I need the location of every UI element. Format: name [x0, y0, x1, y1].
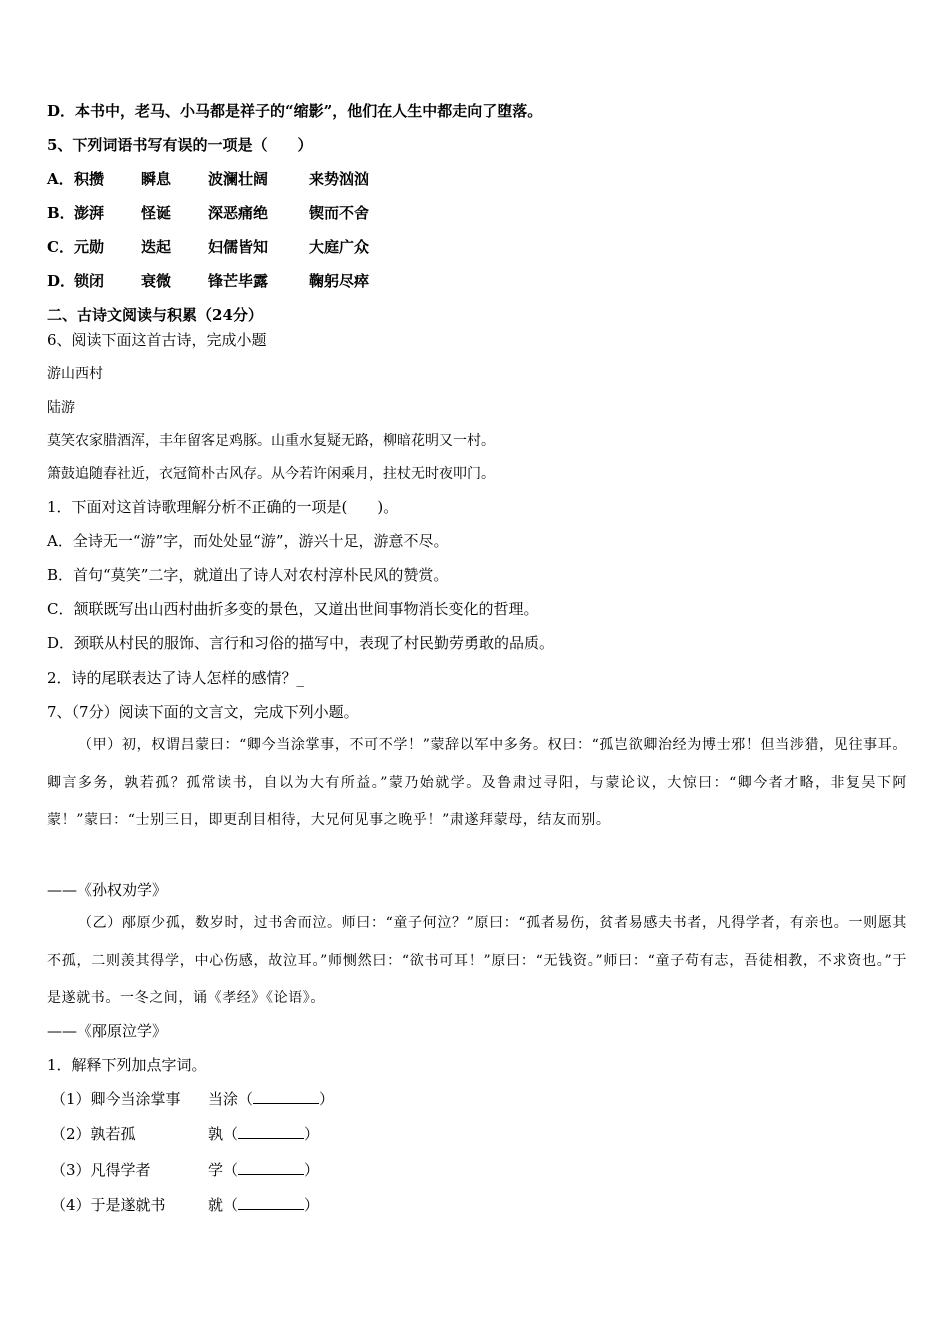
q5-stem: 5、下列词语书写有误的一项是（ ）: [47, 136, 313, 154]
option-word: 波澜壮阔: [208, 170, 269, 188]
vocab-word: 学: [208, 1161, 224, 1179]
q6-sub1-stem: 1．下面对这首诗歌理解分析不正确的一项是( )。: [47, 498, 399, 516]
vocab-sentence: （1）卿今当涂掌事: [51, 1090, 181, 1108]
vocab-row: （2）孰若孤 孰（ ）: [51, 1125, 320, 1143]
q6-stem: 6、阅读下面这首古诗，完成小题: [47, 331, 267, 349]
option-word: 迭起: [141, 238, 172, 256]
q6-sub1-option-d: D．颈联从村民的服饰、言行和习俗的描写中，表现了村民勤劳勇敢的品质。: [47, 634, 555, 652]
option-word: 锁闭: [74, 272, 105, 290]
vocab-row: （1）卿今当涂掌事 当涂（ ）: [51, 1090, 335, 1108]
option-word: 锲而不舍: [309, 204, 370, 222]
option-letter: B．: [47, 204, 75, 222]
poem-line: 莫笑农家腊酒浑，丰年留客足鸡豚。山重水复疑无路，柳暗花明又一村。: [47, 433, 495, 449]
vocab-word: 就: [208, 1196, 224, 1214]
option-word: 鞠躬尽瘁: [309, 272, 370, 290]
answer-blank[interactable]: [238, 1195, 304, 1210]
poem-line: 箫鼓追随春社近，衣冠简朴古风存。从今若许闲乘月，拄杖无时夜叩门。: [47, 466, 495, 482]
vocab-word: 孰: [208, 1125, 224, 1143]
q5-option-c: [47, 237, 369, 257]
option-word: 瞬息: [141, 170, 172, 188]
option-word: 元勋: [74, 238, 105, 256]
q6-sub1-option-a: A．全诗无一“游”字，而处处显“游”，游兴十足，游意不尽。: [47, 532, 449, 550]
answer-blank[interactable]: [238, 1124, 304, 1139]
q6-sub1-option-b: B．首句“莫笑”二字，就道出了诗人对农村淳朴民风的赞赏。: [47, 566, 449, 584]
passage-jia: （甲）初，权谓吕蒙曰：“卿今当涂掌事，不可不学！”蒙辞以军中多务。权曰：“孤岂欲卿治经为博士邪！但当涉猎，见往事耳。卿言多务，孰若孤？孤常读书，自以为大有所益。”蒙乃始就学。及鲁肃过寻阳，与蒙论议，大惊曰：“卿今者才略，非复吴下阿蒙！”蒙曰：“士别三日，即更刮目相待，大兄何见事之晚乎！”肃遂拜蒙母，结友而别。: [47, 737, 907, 828]
vocab-row: （3）凡得学者 学（ ）: [51, 1161, 320, 1179]
option-word: 深恶痛绝: [208, 204, 269, 222]
q4-option-d: D．本书中，老马、小马都是祥子的“缩影”，他们在人生中都走向了堕落。: [47, 102, 543, 120]
option-word: 怪诞: [141, 204, 172, 222]
option-word: 锋芒毕露: [208, 272, 269, 290]
option-word: 来势汹汹: [309, 170, 370, 188]
q5-option-d: [47, 271, 369, 291]
option-letter: A．: [47, 170, 74, 188]
q5-option-b: [47, 203, 369, 223]
q5-option-a: [47, 169, 369, 189]
answer-blank[interactable]: [253, 1089, 319, 1104]
source-yi: ——《邴原泣学》: [47, 1022, 168, 1040]
option-word: 积攒: [74, 170, 105, 188]
q6-sub2-stem: 2．诗的尾联表达了诗人怎样的感情？_: [47, 669, 305, 687]
vocab-row: （4）于是遂就书 就（ ）: [51, 1196, 320, 1214]
option-word: 澎湃: [74, 204, 105, 222]
section-title: 二、古诗文阅读与积累（24分）: [47, 306, 263, 324]
vocab-sentence: （3）凡得学者: [51, 1161, 151, 1179]
poem-author: 陆游: [47, 400, 75, 416]
option-letter: D．: [47, 272, 76, 290]
vocab-sentence: （2）孰若孤: [51, 1125, 136, 1143]
passage-yi: （乙）邴原少孤，数岁时，过书舍而泣。师曰：“童子何泣？”原曰：“孤者易伤，贫者易感夫书者，凡得学者，有亲也。一则愿其不孤，二则羡其得学，中心伤感，故泣耳。”师恻然曰：“欲书可耳！”原曰：“无钱资。”师曰：“童子苟有志，吾徒相教，不求资也。”于是遂就书。一冬之间，诵《孝经》《论语》。: [47, 915, 907, 1006]
poem-title: 游山西村: [47, 366, 103, 382]
option-word: 大庭广众: [309, 238, 370, 256]
option-letter: C．: [47, 238, 74, 256]
option-word: 衰微: [141, 272, 172, 290]
vocab-word: 当涂: [208, 1090, 239, 1108]
answer-blank[interactable]: [238, 1160, 304, 1175]
source-jia: ——《孙权劝学》: [47, 881, 168, 899]
option-word: 妇儒皆知: [208, 238, 269, 256]
q7-stem: 7、（7分）阅读下面的文言文，完成下列小题。: [47, 703, 359, 721]
vocab-sentence: （4）于是遂就书: [51, 1196, 166, 1214]
q7-sub1-stem: 1．解释下列加点字词。: [47, 1056, 207, 1074]
q6-sub1-option-c: C．颔联既写出山西村曲折多变的景色，又道出世间事物消长变化的哲理。: [47, 600, 539, 618]
